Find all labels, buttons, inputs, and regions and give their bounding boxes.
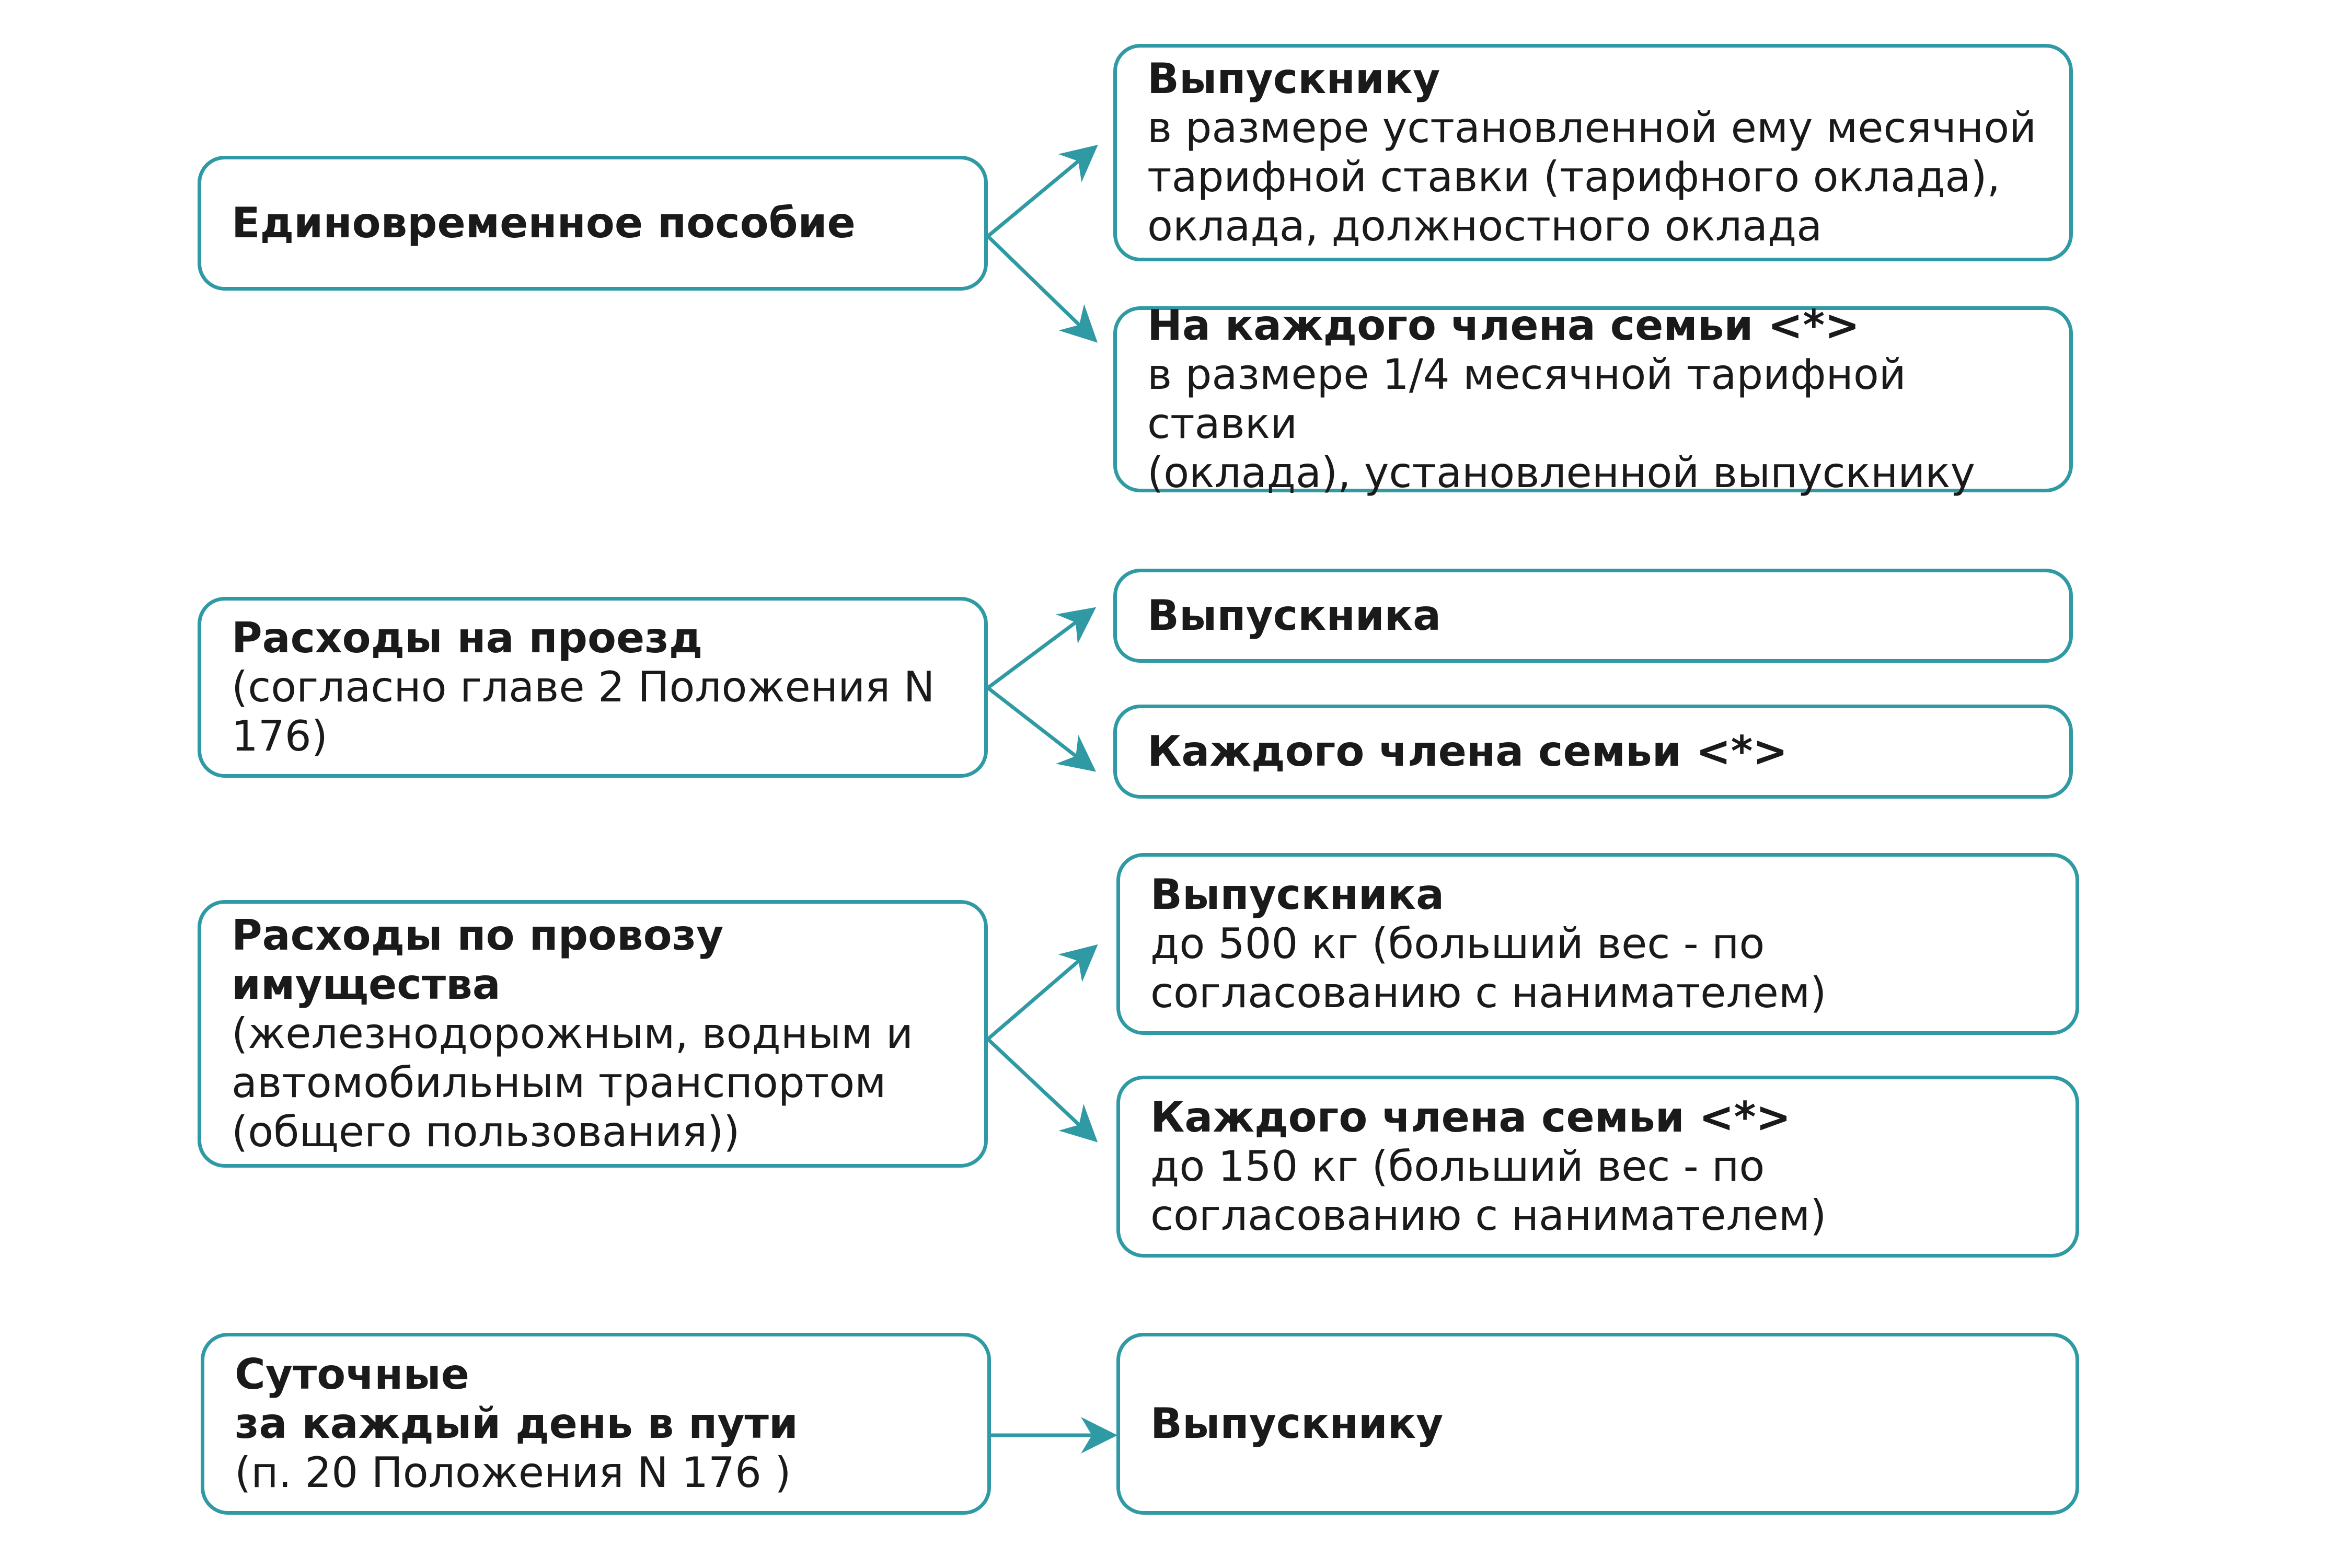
target-box-graduate-property [1116, 853, 2079, 1035]
target-box-graduate-travel [1113, 569, 2073, 663]
source-box-lump-sum [198, 156, 988, 291]
box-title: Каждого члена семьи <*> [1150, 1093, 1791, 1142]
arrow-travel-to-family [988, 688, 1090, 767]
box-text: в размере 1/4 месячной тарифной ставки (оклада), установленной выпускнику [1147, 350, 1975, 497]
target-box-graduate-per-diem [1116, 1333, 2079, 1515]
box-title: Каждого члена семьи <*> [1147, 727, 1788, 776]
target-box-family-member-lump-sum [1113, 301, 2073, 497]
source-box-travel-expenses [198, 597, 988, 778]
arrow-lump-sum-to-family [988, 236, 1092, 338]
box-text: до 500 кг (больший вес - по согласованию с нанимателем) [1150, 919, 1827, 1017]
box-text: в размере установленной ему месячной тарифной ставки (тарифного оклада), оклада, должностного оклада [1147, 103, 2037, 250]
box-title: Выпускника [1147, 591, 1442, 640]
box-text: до 150 кг (больший вес - по согласованию с нанимателем) [1150, 1142, 1827, 1240]
box-title: Выпускника [1150, 870, 1445, 919]
box-text: (железнодорожным, водным и автомобильным транспортом (общего пользования)) [232, 1009, 914, 1156]
arrow-travel-to-graduate [988, 612, 1090, 688]
box-title: Выпускнику [1147, 54, 1440, 103]
source-box-per-diem [201, 1333, 991, 1515]
arrow-lump-sum-to-graduate [988, 149, 1092, 236]
box-title: Суточные за каждый день в пути [235, 1350, 798, 1448]
box-text: (согласно главе 2 Положения N 176) [232, 663, 935, 760]
target-box-graduate-lump-sum [1113, 44, 2073, 261]
arrow-property-to-family [988, 1039, 1092, 1137]
box-title: Расходы по провозу имущества [232, 911, 724, 1009]
box-title: Единовременное пособие [232, 199, 856, 247]
source-box-property-transport [198, 900, 988, 1168]
box-text: (п. 20 Положения N 176 ) [235, 1448, 791, 1497]
target-box-family-member-property [1116, 1076, 2079, 1258]
target-box-family-member-travel [1113, 705, 2073, 799]
box-title: Расходы на проезд [232, 614, 703, 662]
box-title: На каждого члена семьи <*> [1147, 301, 1860, 350]
box-title: Выпускнику [1150, 1399, 1444, 1448]
arrow-property-to-graduate [988, 949, 1092, 1039]
